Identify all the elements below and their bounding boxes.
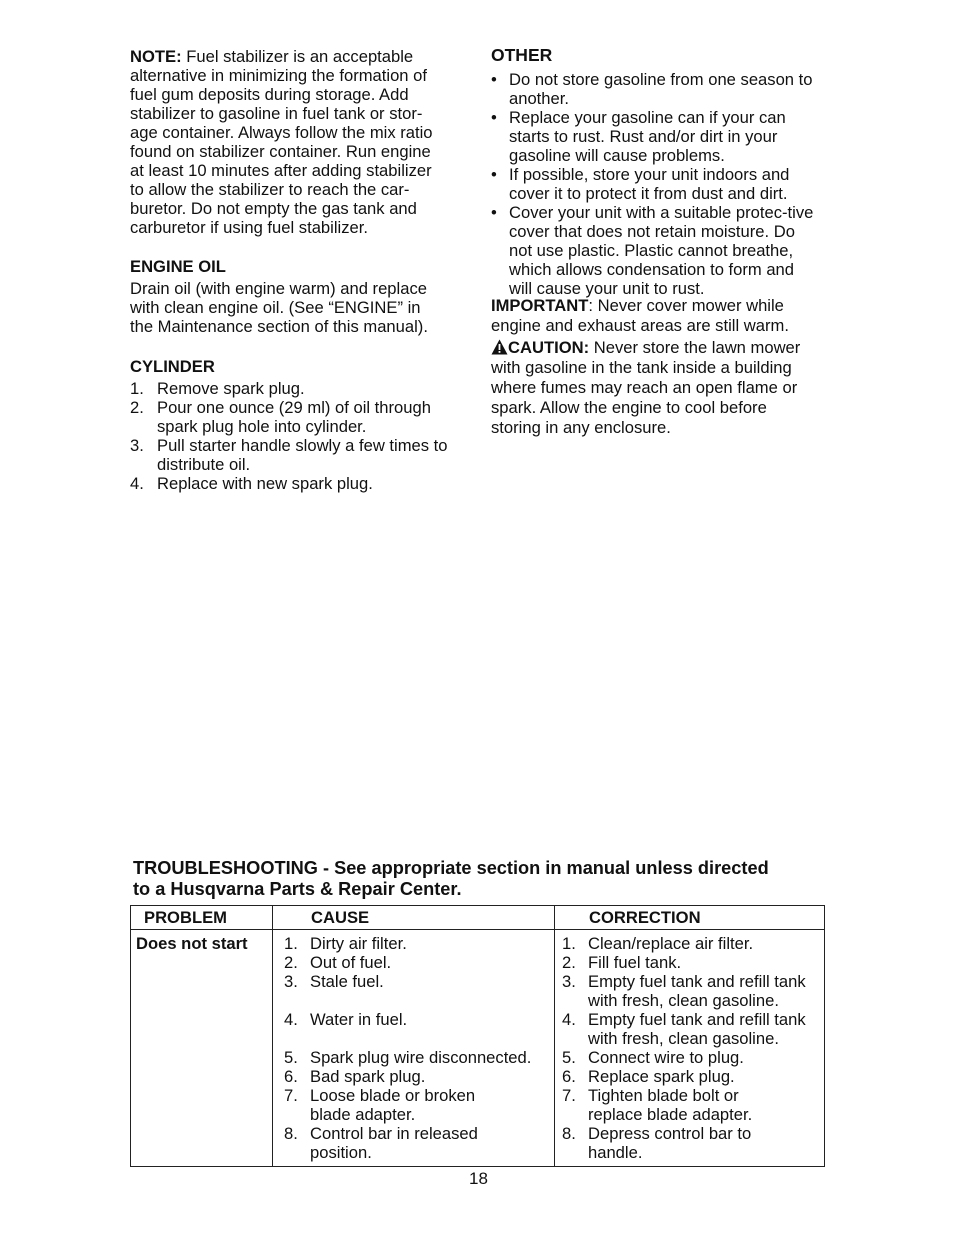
engine-oil-line: Drain oil (with engine warm) and replace	[130, 279, 427, 298]
cause-list	[284, 934, 554, 1162]
column-divider	[272, 906, 273, 1166]
note-label: NOTE:	[130, 47, 182, 66]
list-item: 1. Clean/replace air filter.	[562, 934, 754, 953]
troubleshooting-title: TROUBLESHOOTING - See appropriate section in manual unless directed to a Husqvarna Parts & Repair Center.	[133, 858, 769, 899]
engine-oil-line: the Maintenance section of this manual).	[130, 317, 428, 336]
note-line: stabilizer to gasoline in fuel tank or stor-	[130, 104, 423, 123]
important-label: IMPORTANT	[491, 296, 589, 315]
engine-oil-paragraph	[130, 279, 470, 336]
column-header-cause: CAUSE	[311, 908, 370, 927]
note-line: fuel gum deposits during storage. Add	[130, 85, 409, 104]
list-item: 4. Empty fuel tank and refill tank with fresh, clean gasoline.	[562, 1010, 806, 1048]
correction-list	[562, 934, 826, 1162]
list-item: 6. Bad spark plug.	[284, 1067, 426, 1086]
other-heading: OTHER	[491, 45, 553, 65]
list-item: • Do not store gasoline from one season to another.	[491, 70, 813, 108]
list-item: 7. Loose blade or broken blade adapter.	[284, 1086, 476, 1124]
list-item: 1. Remove spark plug.	[130, 379, 305, 398]
cylinder-steps	[130, 379, 475, 493]
list-item: 1. Dirty air filter.	[284, 934, 407, 953]
note-paragraph	[130, 47, 470, 237]
list-item: 8. Control bar in released position.	[284, 1124, 478, 1162]
header-divider	[131, 929, 824, 930]
engine-oil-line: with clean engine oil. (See “ENGINE” in	[130, 298, 421, 317]
list-item: 7. Tighten blade bolt or replace blade adapter.	[562, 1086, 753, 1124]
list-item: • Cover your unit with a suitable protec-tive cover that does not retain moisture. Do not use plastic. Plastic cannot breathe, which allows condensation to form and will cause your unit to rust.	[491, 203, 814, 298]
list-item: 2. Fill fuel tank.	[562, 953, 682, 972]
note-line: age container. Always follow the mix ratio	[130, 123, 433, 142]
warning-triangle-icon	[491, 339, 508, 355]
list-item: • If possible, store your unit indoors and cover it to protect it from dust and dirt.	[491, 165, 790, 203]
note-line: found on stabilizer container. Run engine	[130, 142, 431, 161]
caution-paragraph: CAUTION: Never store the lawn mower with gasoline in the tank inside a building where fumes may reach an open flame or spark. Allow the engine to cool before storing in any enclosure.	[491, 338, 801, 437]
list-item: 3. Pull starter handle slowly a few times to distribute oil.	[130, 436, 448, 474]
problem-cell: Does not start	[136, 934, 248, 953]
list-item: 2. Out of fuel.	[284, 953, 392, 972]
note-line: to allow the stabilizer to reach the car-	[130, 180, 410, 199]
engine-oil-heading: ENGINE OIL	[130, 257, 226, 276]
list-item: 4. Water in fuel.	[284, 1010, 408, 1029]
list-item: 3. Stale fuel.	[284, 972, 384, 991]
column-header-correction: CORRECTION	[589, 908, 701, 927]
list-item: 3. Empty fuel tank and refill tank with fresh, clean gasoline.	[562, 972, 806, 1010]
list-item: • Replace your gasoline can if your can starts to rust. Rust and/or dirt in your gasoline will cause problems.	[491, 108, 786, 165]
list-item: 8. Depress control bar to handle.	[562, 1124, 752, 1162]
note-line: alternative in minimizing the formation of	[130, 66, 427, 85]
column-divider	[554, 906, 555, 1166]
note-line: at least 10 minutes after adding stabilizer	[130, 161, 432, 180]
other-bullets	[491, 70, 823, 298]
cylinder-heading: CYLINDER	[130, 357, 215, 376]
note-line: carburetor if using fuel stabilizer.	[130, 218, 368, 237]
list-item: 4. Replace with new spark plug.	[130, 474, 373, 493]
page-number: 18	[469, 1169, 488, 1188]
list-item: 5. Connect wire to plug.	[562, 1048, 744, 1067]
caution-label: CAUTION:	[508, 338, 590, 357]
list-item: 2. Pour one ounce (29 ml) of oil through spark plug hole into cylinder.	[130, 398, 431, 436]
note-line: NOTE: Fuel stabilizer is an acceptable	[130, 47, 414, 66]
note-line: buretor. Do not empty the gas tank and	[130, 199, 417, 218]
list-item: 6. Replace spark plug.	[562, 1067, 735, 1086]
important-paragraph: IMPORTANT: Never cover mower while engine and exhaust areas are still warm.	[491, 296, 789, 335]
troubleshooting-table	[130, 905, 825, 1167]
list-item: 5. Spark plug wire disconnected.	[284, 1048, 532, 1067]
column-header-problem: PROBLEM	[144, 908, 227, 927]
